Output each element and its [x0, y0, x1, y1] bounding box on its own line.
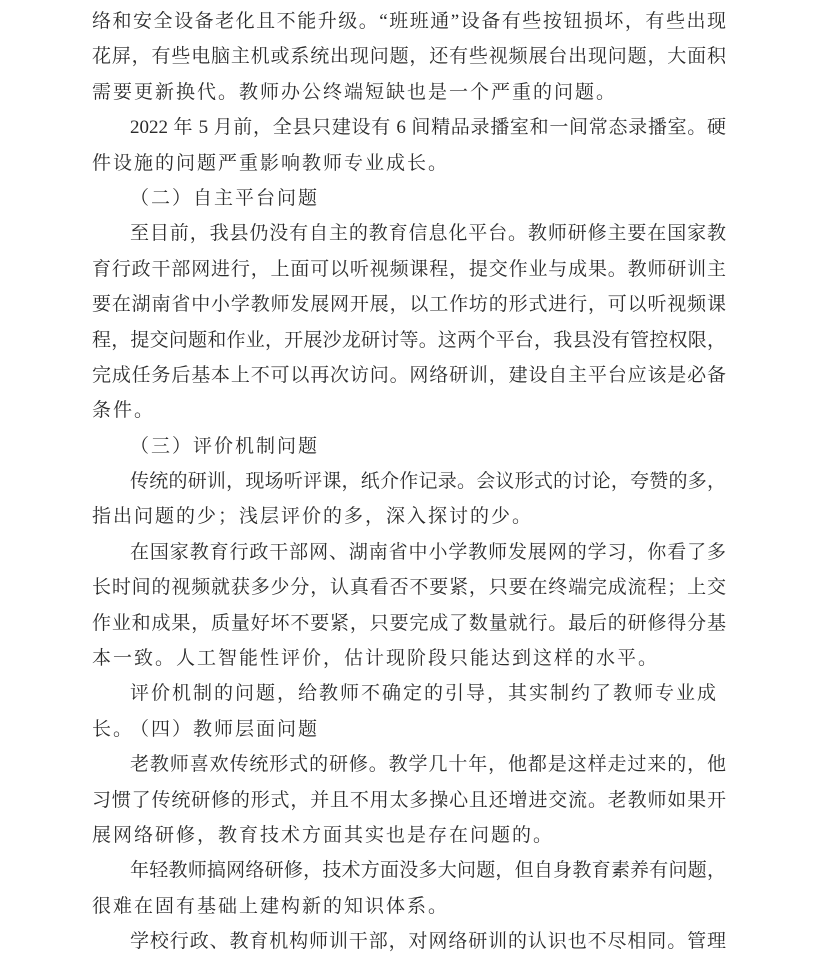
text-line: 育行政干部网进行，上面可以听视频课程，提交作业与成果。教师研训主 [92, 258, 726, 280]
text-line: 长时间的视频就获多少分，认真看否不要紧，只要在终端完成流程；上交 [92, 577, 726, 599]
text-line: 展网络研修，教育技术方面其实也是存在问题的。 [92, 824, 555, 846]
text-line: 在国家教育行政干部网、湖南省中小学教师发展网的学习，你看了多 [130, 541, 726, 563]
text-line: 习惯了传统研修的形式，并且不用太多操心且还增进交流。老教师如果开 [92, 789, 726, 811]
text-line: 作业和成果，质量好坏不要紧，只要完成了数量就行。最后的研修得分基 [92, 612, 726, 634]
text-line: 络和安全设备老化且不能升级。“班班通”设备有些按钮损坏，有些出现 [92, 11, 726, 32]
text-line: 至目前，我县仍没有自主的教育信息化平台。教师研修主要在国家教 [130, 223, 726, 245]
document-text-block [92, 4, 726, 959]
section-heading: （二）自主平台问题 [130, 187, 320, 209]
text-line: 年轻教师搞网络研修，技术方面没多大问题，但自身教育素养有问题， [130, 860, 726, 882]
text-line: 完成任务后基本上不可以再次访问。网络研训，建设自主平台应该是必备 [92, 364, 726, 386]
text-line: 程，提交问题和作业，开展沙龙研讨等。这两个平台，我县没有管控权限， [92, 329, 726, 351]
text-line: 本一致。人工智能性评价，估计现阶段只能达到这样的水平。 [92, 648, 660, 670]
text-line: 2022 年 5 月前，全县只建设有 6 间精品录播室和一间常态录播室。硬 [130, 117, 726, 139]
text-line: 评价机制的问题，给教师不确定的引导，其实制约了教师专业成长。 [92, 683, 719, 740]
text-line: 条件。 [92, 400, 156, 422]
text-line: 需要更新换代。教师办公终端短缺也是一个严重的问题。 [92, 81, 618, 103]
text-line: 指出问题的少；浅层评价的多，深入探讨的少。 [92, 506, 534, 528]
text-line: 学校行政、教育机构师训干部，对网络研训的认识也不尽相同。管理 [130, 931, 726, 953]
text-line: 传统的研训，现场听评课，纸介作记录。会议形式的讨论，夸赞的多， [130, 471, 726, 493]
text-line: 要在湖南省中小学教师发展网开展，以工作坊的形式进行，可以听视频课 [92, 294, 726, 316]
section-heading: （三）评价机制问题 [130, 435, 320, 457]
text-line: 花屏，有些电脑主机或系统出现问题，还有些视频展台出现问题，大面积 [92, 46, 726, 68]
section-heading: （四）教师层面问题 [130, 718, 320, 740]
text-line: 很难在固有基础上建构新的知识体系。 [92, 895, 450, 917]
text-line: 件设施的问题严重影响教师专业成长。 [92, 152, 450, 174]
text-line: 老教师喜欢传统形式的研修。教学几十年，他都是这样走过来的，他 [130, 754, 726, 776]
